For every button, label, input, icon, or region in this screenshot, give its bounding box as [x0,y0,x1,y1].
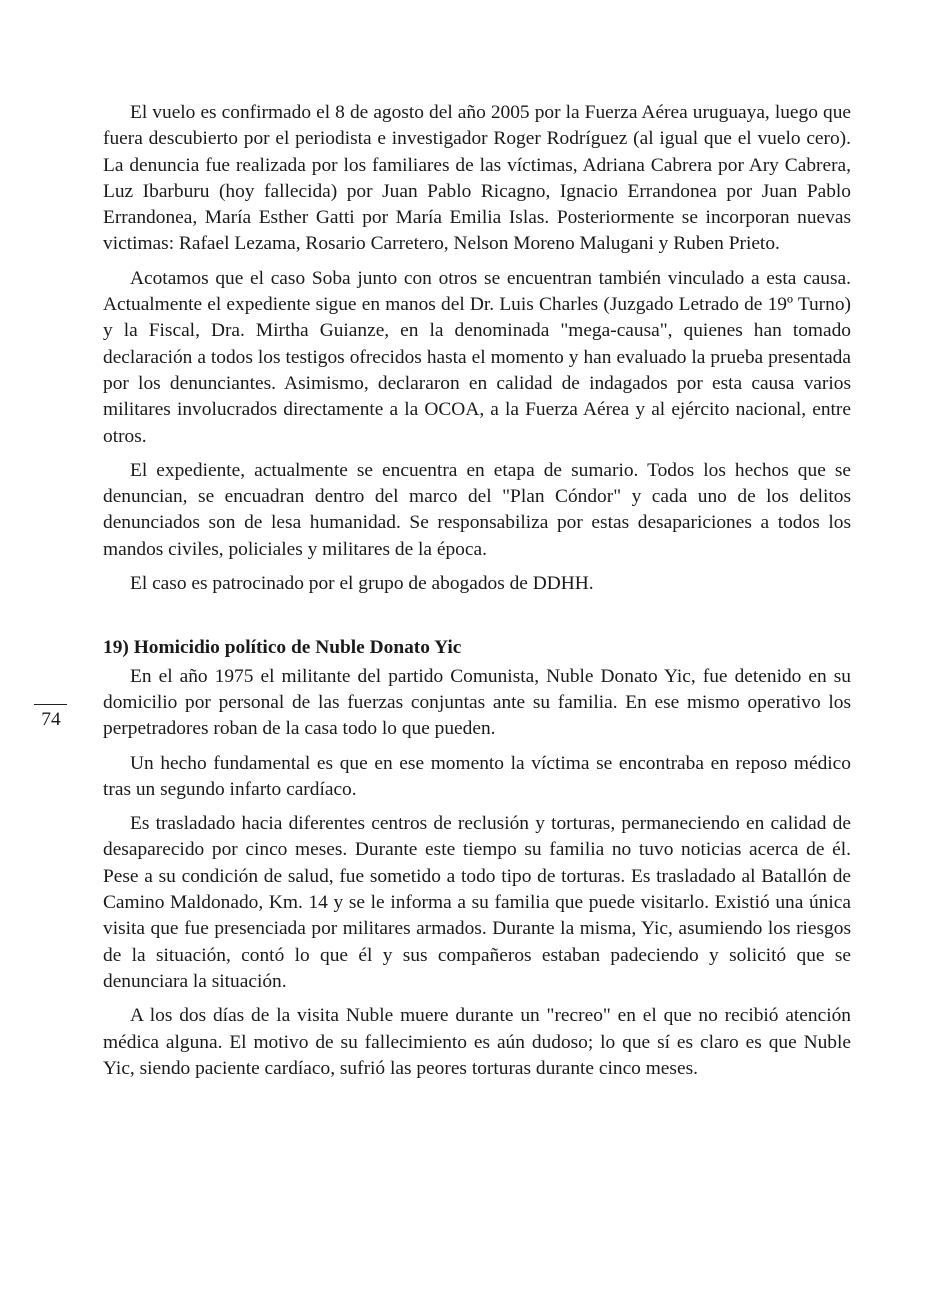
body-text [103,100,851,1090]
paragraph: Es trasladado hacia diferentes centros de reclusión y torturas, permaneciendo en calidad de desaparecido por cinco meses. Durante este tiempo su familia no tuvo noticias acerca de él. Pese a su condición de salud, fue sometido a todo tipo de torturas. Es trasladado al Batallón de Camino Maldonado, Km. 14 y se le informa a su familia que puede visitarlo. Existió una única visita que fue presenciada por militares armados. Durante la misma, Yic, asumiendo los riesgos de la situación, contó lo que él y sus compañeros estaban padeciendo y solicitó que se denunciara la situación. [103,813,851,992]
paragraph: Un hecho fundamental es que en ese momento la víctima se encontraba en reposo médico tras un segundo infarto cardíaco. [103,752,851,800]
paragraph: En el año 1975 el militante del partido Comunista, Nuble Donato Yic, fue detenido en su domicilio por personal de las fuerzas conjuntas ante su familia. En ese mismo operativo los perpetradores roban de la casa todo lo que pueden. [103,665,851,740]
paragraph: El caso es patrocinado por el grupo de abogados de DDHH. [130,573,594,595]
paragraph: El vuelo es confirmado el 8 de agosto del año 2005 por la Fuerza Aérea uruguaya, luego que fuera descubierto por el periodista e investigador Roger Rodríguez (al igual que el vuelo cero). La denuncia fue realizada por los familiares de las víctimas, Adriana Cabrera por Ary Cabrera, Luz Ibarburu (hoy fallecida) por Juan Pablo Ricagno, Ignacio Errandonea por Juan Pablo Errandonea, María Esther Gatti por María Emilia Islas. Posteriormente se incorporan nuevas victimas: Rafael Lezama, Rosario Carretero, Nelson Moreno Malugani y Ruben Prieto. [103,102,851,255]
page-number-rule [34,704,67,705]
section-heading: 19) Homicidio político de Nuble Donato Yic [103,637,462,659]
paragraph: A los dos días de la visita Nuble muere durante un "recreo" en el que no recibió atención médica alguna. El motivo de su fallecimiento es aún dudoso; lo que sí es claro es que Nuble Yic, siendo paciente cardíaco, sufrió las peores torturas durante cinco meses. [103,1005,851,1079]
paragraph: El expediente, actualmente se encuentra en etapa de sumario. Todos los hechos que se denuncian, se encuadran dentro del marco del "Plan Cóndor" y cada uno de los delitos denunciados son de lesa humanidad. Se responsabiliza por estas desapariciones a todos los mandos civiles, policiales y militares de la época. [103,459,851,560]
page-number: 74 [41,709,61,730]
paragraph: Acotamos que el caso Soba junto con otros se encuentran también vinculado a esta causa. Actualmente el expediente sigue en manos del Dr. Luis Charles (Juzgado Letrado de 19º Turno) y la Fiscal, Dra. Mirtha Guianze, en la denominada "mega-causa", quienes han tomado declaración a todos los testigos ofrecidos hasta el momento y han evaluado la prueba presentada por los denunciantes. Asimismo, declararon en calidad de indagados por esta causa varios militares involucrados directamente a la OCOA, a la Fuerza Aérea y al ejército nacional, entre otros. [103,267,851,447]
section-body [103,664,851,1082]
